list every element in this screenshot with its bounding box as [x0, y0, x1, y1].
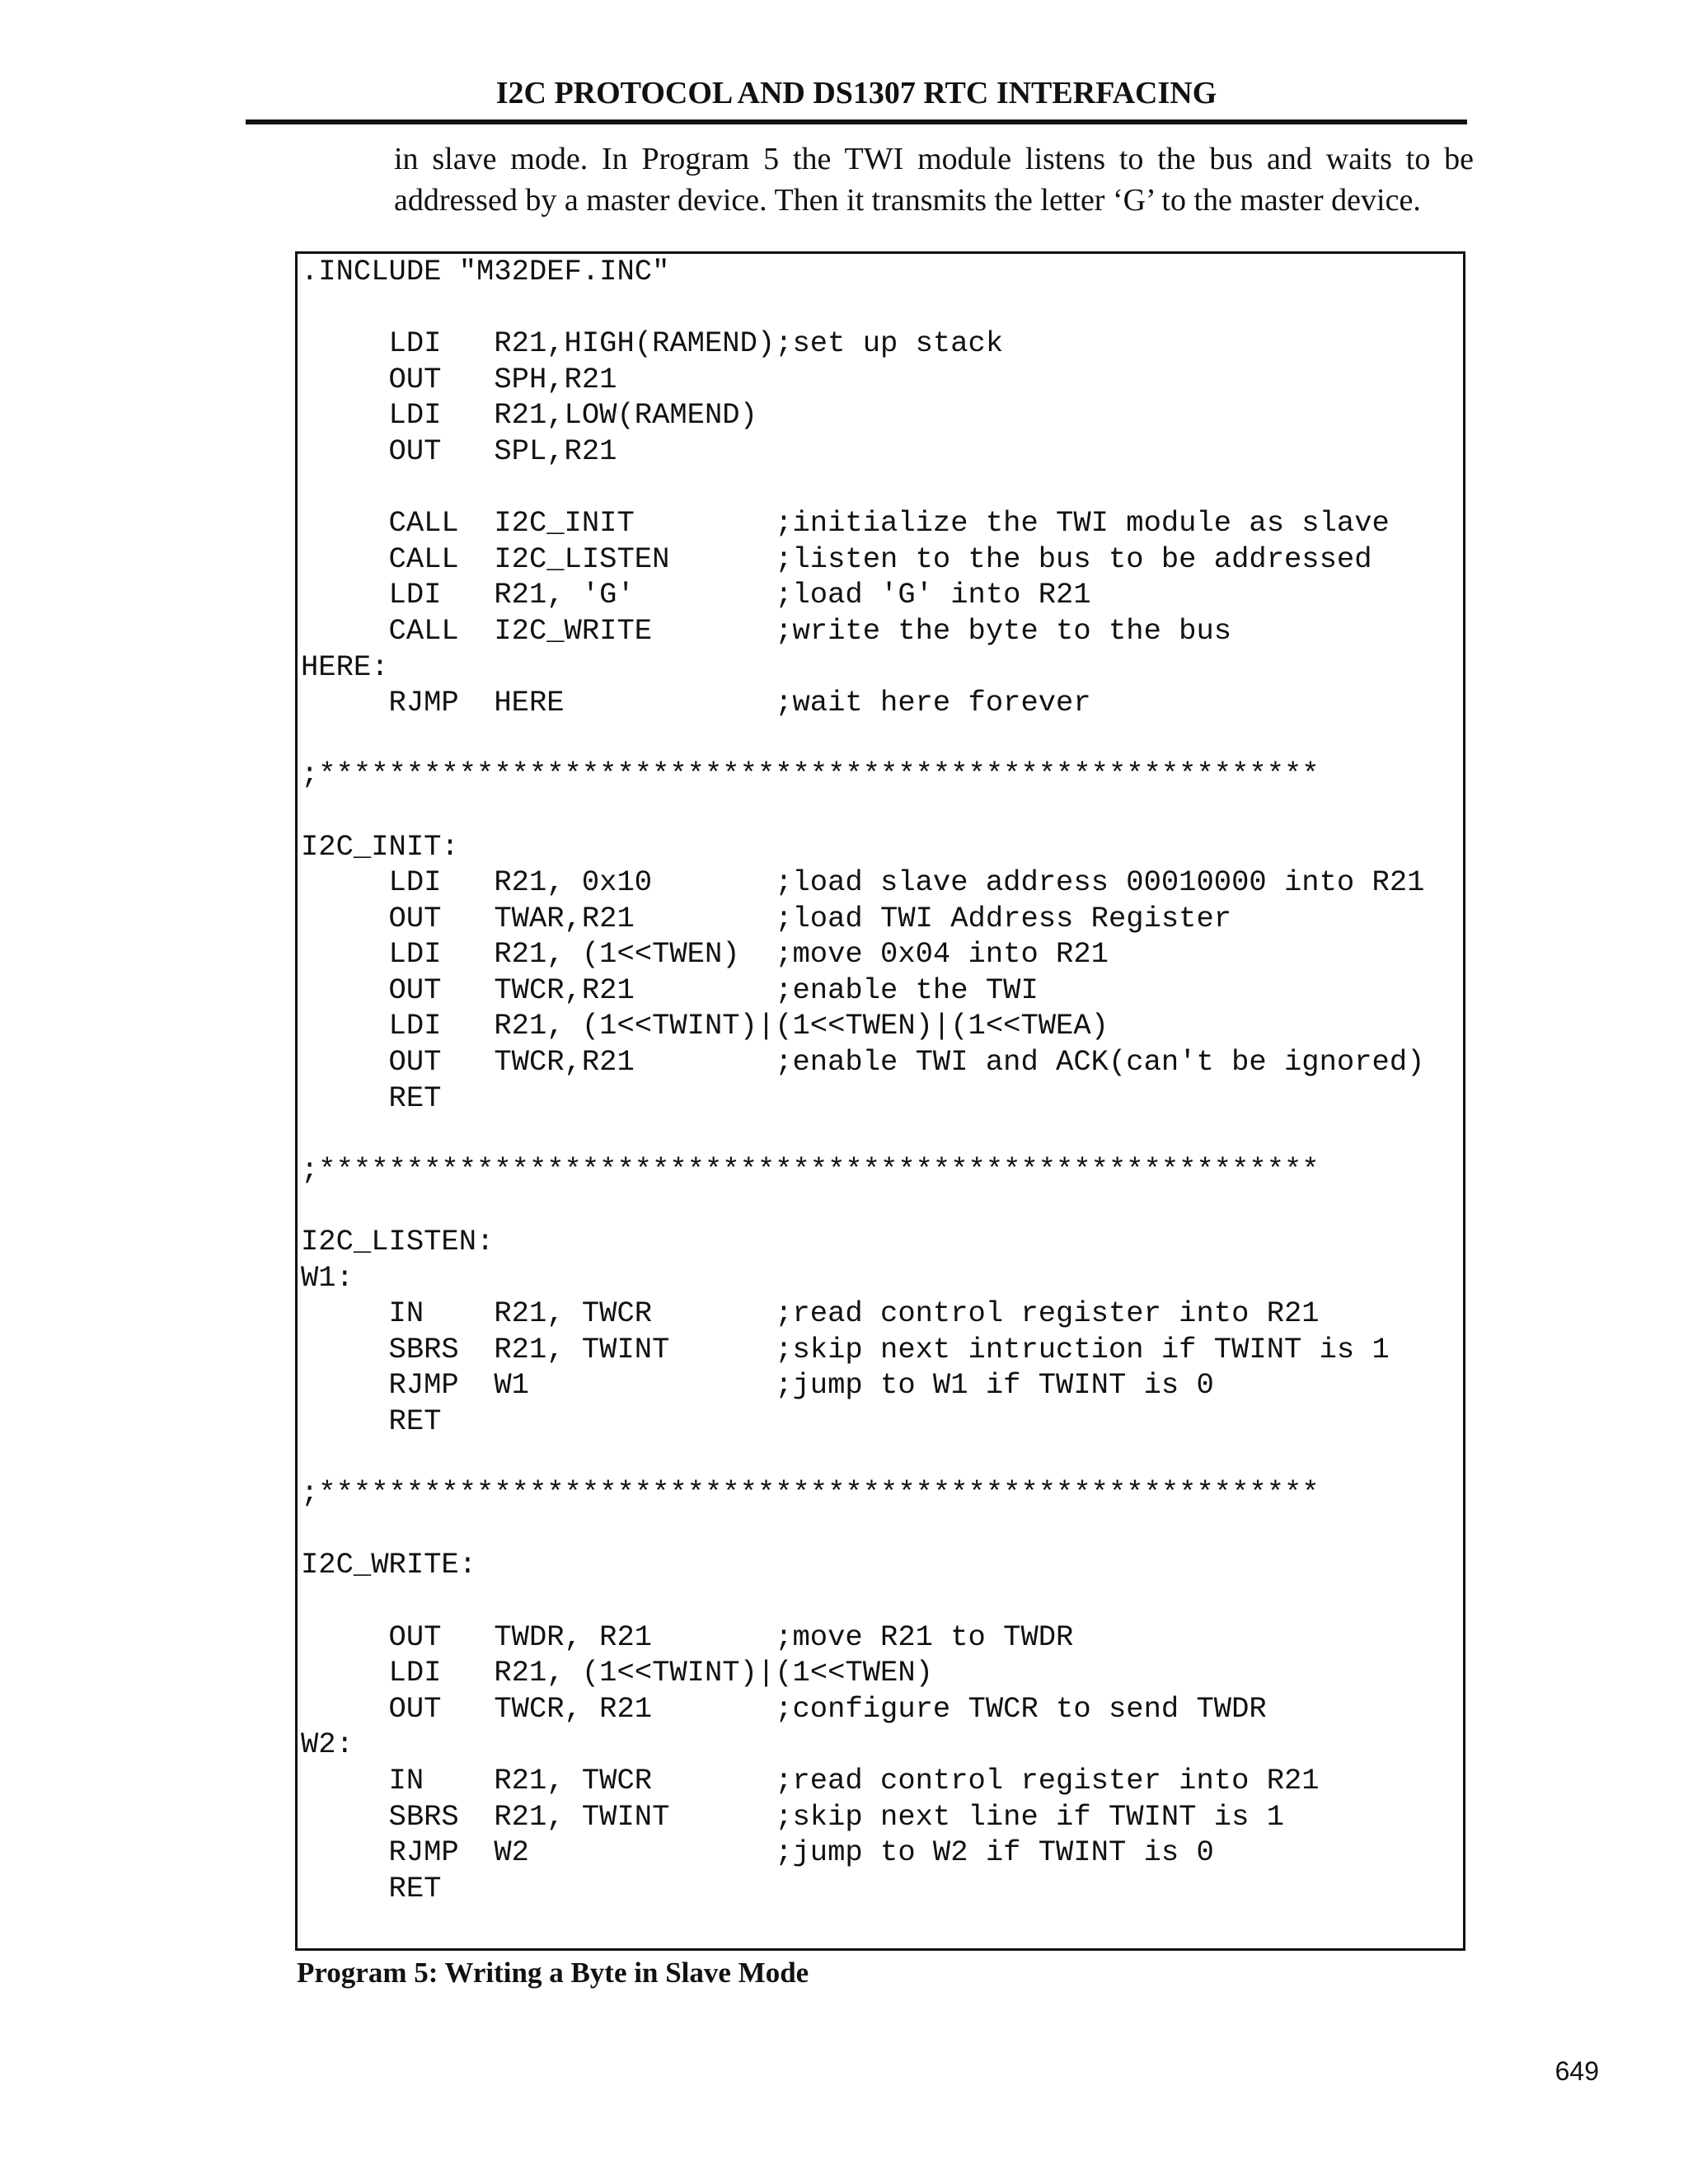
code-line: OUT SPH,R21	[301, 362, 617, 396]
code-line: SBRS R21, TWINT ;skip next line if TWINT is 1	[301, 1799, 1284, 1834]
code-line: OUT TWCR,R21 ;enable TWI and ACK(can't be ignored)	[301, 1045, 1425, 1080]
code-line	[301, 1116, 1424, 1152]
code-line: OUT TWAR,R21 ;load TWI Address Register	[301, 901, 1232, 935]
code-line: ;*********************************************************	[301, 1476, 1320, 1511]
code-line: I2C_WRITE:	[301, 1548, 477, 1582]
running-header: I2C PROTOCOL AND DS1307 RTC INTERFACING	[495, 76, 1217, 110]
intro-text: in slave mode. In Program 5 the TWI module listens to the bus and waits to be addressed by a master device. Then it transmits the letter ‘G’ to the master device.	[394, 142, 1474, 218]
code-line: RJMP HERE ;wait here forever	[301, 686, 1091, 720]
code-line	[301, 1511, 1424, 1548]
code-line: HERE:	[301, 649, 389, 684]
code-line: I2C_LISTEN:	[301, 1225, 495, 1259]
code-line: OUT TWDR, R21 ;move R21 to TWDR	[301, 1619, 1074, 1654]
code-line: ;*********************************************************	[301, 757, 1320, 792]
code-line	[301, 721, 1424, 757]
code-line	[301, 1440, 1424, 1476]
code-line: LDI R21, (1<<TWINT)|(1<<TWEN)	[301, 1656, 933, 1690]
code-line: .INCLUDE "M32DEF.INC"	[301, 255, 670, 288]
code-line	[301, 1188, 1424, 1224]
code-line: LDI R21, (1<<TWINT)|(1<<TWEN)|(1<<TWEA)	[301, 1009, 1109, 1043]
code-line: RJMP W1 ;jump to W1 if TWINT is 0	[301, 1368, 1214, 1403]
code-line	[301, 470, 1424, 506]
code-listing-box	[295, 251, 1465, 1951]
code-line: ;*********************************************************	[301, 1152, 1320, 1187]
code-line: CALL I2C_LISTEN ;listen to the bus to be addressed	[301, 541, 1372, 576]
code-line: LDI R21, (1<<TWEN) ;move 0x04 into R21	[301, 937, 1109, 972]
intro-paragraph	[394, 138, 1474, 221]
code-line: SBRS R21, TWINT ;skip next intruction if TWINT is 1	[301, 1332, 1390, 1366]
code-line: CALL I2C_WRITE ;write the byte to the bus	[301, 613, 1232, 648]
code-line: IN R21, TWCR ;read control register into R21	[301, 1296, 1320, 1331]
code-line: LDI R21,HIGH(RAMEND);set up stack	[301, 326, 1004, 361]
code-line	[301, 1583, 1424, 1619]
code-line: OUT TWCR, R21 ;configure TWCR to send TWDR	[301, 1691, 1267, 1726]
header-divider	[246, 120, 1467, 124]
code-line: LDI R21, 'G' ;load 'G' into R21	[301, 578, 1091, 612]
code-line: OUT TWCR,R21 ;enable the TWI	[301, 972, 1039, 1007]
code-line	[301, 793, 1424, 829]
code-line: CALL I2C_INIT ;initialize the TWI module as slave	[301, 506, 1390, 541]
program-caption: Program 5: Writing a Byte in Slave Mode	[297, 1957, 809, 1989]
code-line: IN R21, TWCR ;read control register into R21	[301, 1763, 1320, 1797]
code-line: RET	[301, 1404, 442, 1438]
code-line: RET	[301, 1080, 442, 1115]
code-line: LDI R21,LOW(RAMEND)	[301, 398, 757, 433]
code-line: RJMP W2 ;jump to W2 if TWINT is 0	[301, 1835, 1214, 1870]
code-line	[301, 290, 1424, 326]
code-line: RET	[301, 1871, 442, 1905]
code-line: OUT SPL,R21	[301, 434, 617, 468]
page-number: 649	[1554, 2056, 1599, 2086]
code-line: I2C_INIT:	[301, 829, 459, 864]
code-listing	[301, 254, 1424, 1906]
code-line: LDI R21, 0x10 ;load slave address 00010000 into R21	[301, 865, 1425, 900]
code-line: W1:	[301, 1260, 354, 1295]
code-line: W2:	[301, 1727, 354, 1762]
